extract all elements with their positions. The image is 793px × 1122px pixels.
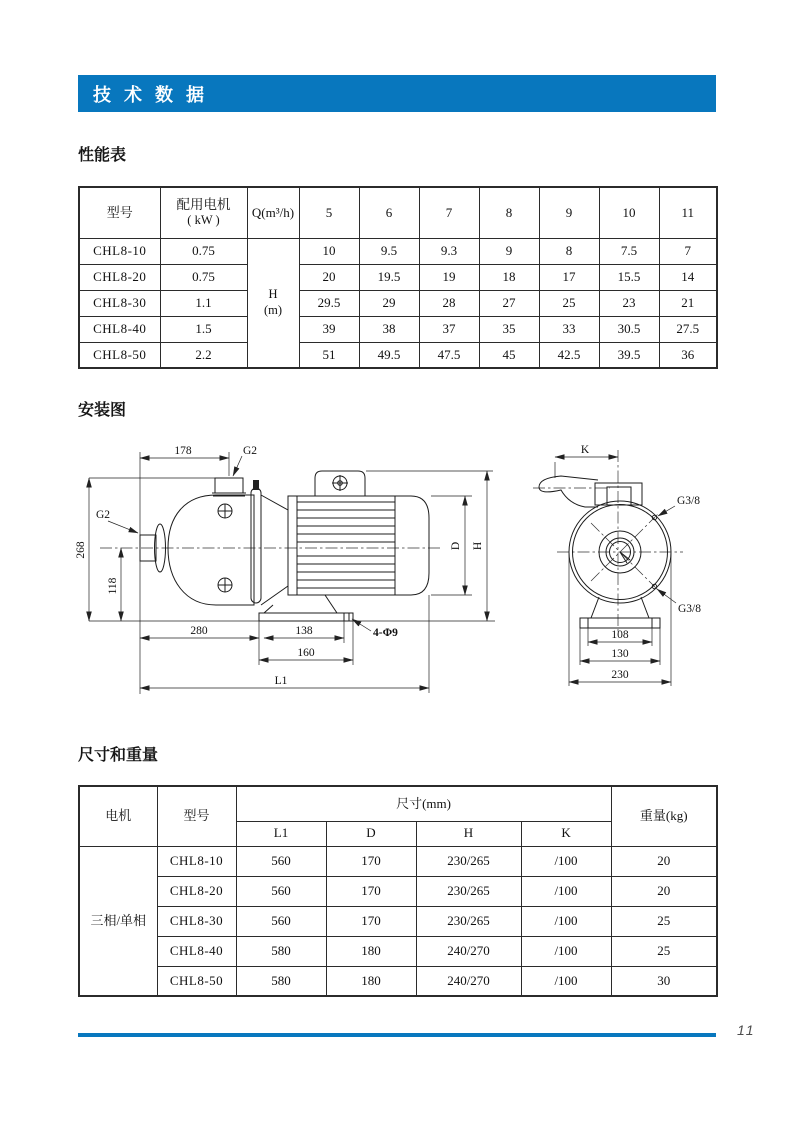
header-weight: 重量(kg) — [611, 786, 717, 846]
header-size-group: 尺寸(mm) — [236, 786, 611, 821]
base-plate — [259, 613, 353, 621]
performance-table — [78, 186, 718, 369]
model-cell: CHL8-40 — [79, 316, 160, 342]
pump-casing — [168, 495, 254, 605]
table-row — [79, 238, 717, 264]
value-cell: 17 — [539, 264, 599, 290]
header-flow-point: 6 — [359, 187, 419, 238]
l1-cell: 560 — [236, 906, 326, 936]
top-port-block — [595, 483, 642, 505]
motor-adapter — [261, 495, 288, 605]
value-cell: 18 — [479, 264, 539, 290]
pump-side-view-drawing — [75, 438, 525, 715]
weight-cell: 20 — [611, 876, 717, 906]
value-cell: 19 — [419, 264, 479, 290]
table-header-row — [79, 786, 717, 821]
dim-230: 230 — [611, 669, 629, 681]
value-cell: 33 — [539, 316, 599, 342]
head-label: H — [268, 287, 278, 302]
port-label-g2-left: G2 — [96, 509, 111, 521]
header-flow-point: 8 — [479, 187, 539, 238]
d-cell: 170 — [326, 876, 416, 906]
dim-160: 160 — [297, 647, 315, 659]
model-cell: CHL8-50 — [79, 342, 160, 368]
header-model: 型号 — [79, 187, 160, 238]
header-d: D — [326, 821, 416, 846]
h-cell: 240/270 — [416, 936, 521, 966]
value-cell: 10 — [299, 238, 359, 264]
performance-section-title: 性能表 — [78, 147, 127, 164]
discharge-port — [215, 478, 243, 493]
header-flow: Q(m³/h) — [247, 187, 299, 238]
value-cell: 29 — [359, 290, 419, 316]
l1-cell: 580 — [236, 966, 326, 996]
l1-cell: 560 — [236, 876, 326, 906]
h-cell: 230/265 — [416, 846, 521, 876]
k-cell: /100 — [521, 876, 611, 906]
header-flow-point: 11 — [659, 187, 717, 238]
model-cell: CHL8-40 — [157, 936, 236, 966]
value-cell: 51 — [299, 342, 359, 368]
table-row — [79, 876, 717, 906]
power-cell: 1.1 — [160, 290, 247, 316]
h-cell: 230/265 — [416, 876, 521, 906]
model-cell: CHL8-10 — [157, 846, 236, 876]
value-cell: 21 — [659, 290, 717, 316]
page-number: 11 — [737, 1022, 756, 1038]
weight-cell: 30 — [611, 966, 717, 996]
power-cell: 0.75 — [160, 238, 247, 264]
value-cell: 29.5 — [299, 290, 359, 316]
lifting-hole — [332, 475, 348, 491]
value-cell: 49.5 — [359, 342, 419, 368]
head-unit-cell — [247, 238, 299, 368]
page-title: 技 术 数 据 — [93, 84, 209, 105]
header-k: K — [521, 821, 611, 846]
header-h: H — [416, 821, 521, 846]
drain-plug — [218, 578, 232, 592]
dim-k: K — [580, 444, 590, 456]
port-label-g38-lower: G3/8 — [678, 603, 701, 615]
l1-cell: 560 — [236, 846, 326, 876]
dim-268: 268 — [75, 541, 87, 559]
model-cell: CHL8-10 — [79, 238, 160, 264]
model-cell: CHL8-50 — [157, 966, 236, 996]
installation-section-title: 安装图 — [78, 402, 127, 419]
value-cell: 7.5 — [599, 238, 659, 264]
base-plate — [580, 618, 660, 628]
header-l1: L1 — [236, 821, 326, 846]
k-cell: /100 — [521, 966, 611, 996]
port-label-g2-top: G2 — [243, 445, 258, 457]
dim-138: 138 — [295, 625, 313, 637]
holes-callout: 4-Φ9 — [373, 627, 398, 639]
value-cell: 35 — [479, 316, 539, 342]
k-cell: /100 — [521, 936, 611, 966]
dim-280: 280 — [190, 625, 208, 637]
dim-d: D — [450, 541, 462, 551]
model-cell: CHL8-30 — [157, 906, 236, 936]
stud-bolt — [253, 480, 259, 490]
table-row — [79, 966, 717, 996]
l1-cell: 580 — [236, 936, 326, 966]
dim-178: 178 — [174, 445, 192, 457]
power-cell: 2.2 — [160, 342, 247, 368]
dimensions-table — [78, 785, 718, 997]
value-cell: 45 — [479, 342, 539, 368]
header-motor: 电机 — [79, 786, 157, 846]
value-cell: 39.5 — [599, 342, 659, 368]
value-cell: 38 — [359, 316, 419, 342]
table-row — [79, 342, 717, 368]
value-cell: 39 — [299, 316, 359, 342]
value-cell: 7 — [659, 238, 717, 264]
value-cell: 27 — [479, 290, 539, 316]
dim-h: H — [472, 541, 484, 551]
discharge-elbow — [539, 476, 598, 507]
table-row — [79, 906, 717, 936]
value-cell: 20 — [299, 264, 359, 290]
header-flow-point: 7 — [419, 187, 479, 238]
value-cell: 30.5 — [599, 316, 659, 342]
pump-end-view-drawing — [525, 440, 735, 705]
motor-end-cap — [395, 496, 429, 595]
value-cell: 27.5 — [659, 316, 717, 342]
value-cell: 15.5 — [599, 264, 659, 290]
model-cell: CHL8-30 — [79, 290, 160, 316]
table-row — [79, 936, 717, 966]
header-motor-label: 配用电机 — [176, 196, 231, 212]
header-motor — [160, 187, 247, 238]
d-cell: 180 — [326, 966, 416, 996]
d-cell: 180 — [326, 936, 416, 966]
header-flow-point: 5 — [299, 187, 359, 238]
dim-118: 118 — [107, 577, 119, 595]
model-cell: CHL8-20 — [157, 876, 236, 906]
d-cell: 170 — [326, 906, 416, 936]
port-label-g38-upper: G3/8 — [677, 495, 700, 507]
value-cell: 42.5 — [539, 342, 599, 368]
value-cell: 14 — [659, 264, 717, 290]
k-cell: /100 — [521, 846, 611, 876]
value-cell: 47.5 — [419, 342, 479, 368]
weight-cell: 25 — [611, 936, 717, 966]
dim-108: 108 — [611, 629, 629, 641]
dim-l1: L1 — [274, 675, 288, 687]
value-cell: 23 — [599, 290, 659, 316]
weight-cell: 20 — [611, 846, 717, 876]
table-row — [79, 846, 717, 876]
table-row — [79, 290, 717, 316]
value-cell: 28 — [419, 290, 479, 316]
vent-plug — [218, 504, 232, 518]
power-cell: 1.5 — [160, 316, 247, 342]
value-cell: 9.5 — [359, 238, 419, 264]
h-cell: 230/265 — [416, 906, 521, 936]
dimensions-section-title: 尺寸和重量 — [78, 747, 159, 764]
weight-cell: 25 — [611, 906, 717, 936]
footer-rule — [78, 1033, 716, 1037]
motor-fins — [297, 502, 395, 588]
table-row — [79, 264, 717, 290]
header-model: 型号 — [157, 786, 236, 846]
foot-legs — [591, 597, 649, 618]
head-unit: (m) — [263, 302, 283, 317]
value-cell: 19.5 — [359, 264, 419, 290]
tie-rod — [251, 488, 261, 603]
dim-130: 130 — [611, 648, 629, 660]
model-cell: CHL8-20 — [79, 264, 160, 290]
value-cell: 25 — [539, 290, 599, 316]
section-header-bar — [78, 75, 716, 112]
power-cell: 0.75 — [160, 264, 247, 290]
foot-legs — [264, 595, 337, 613]
value-cell: 9 — [479, 238, 539, 264]
header-flow-point: 10 — [599, 187, 659, 238]
motor-type-cell: 三相/单相 — [79, 846, 157, 996]
value-cell: 37 — [419, 316, 479, 342]
header-motor-unit: ( kW ) — [187, 213, 220, 228]
d-cell: 170 — [326, 846, 416, 876]
header-flow-point: 9 — [539, 187, 599, 238]
value-cell: 9.3 — [419, 238, 479, 264]
h-cell: 240/270 — [416, 966, 521, 996]
value-cell: 36 — [659, 342, 717, 368]
k-cell: /100 — [521, 906, 611, 936]
table-row — [79, 316, 717, 342]
value-cell: 8 — [539, 238, 599, 264]
table-header-row — [79, 187, 717, 238]
